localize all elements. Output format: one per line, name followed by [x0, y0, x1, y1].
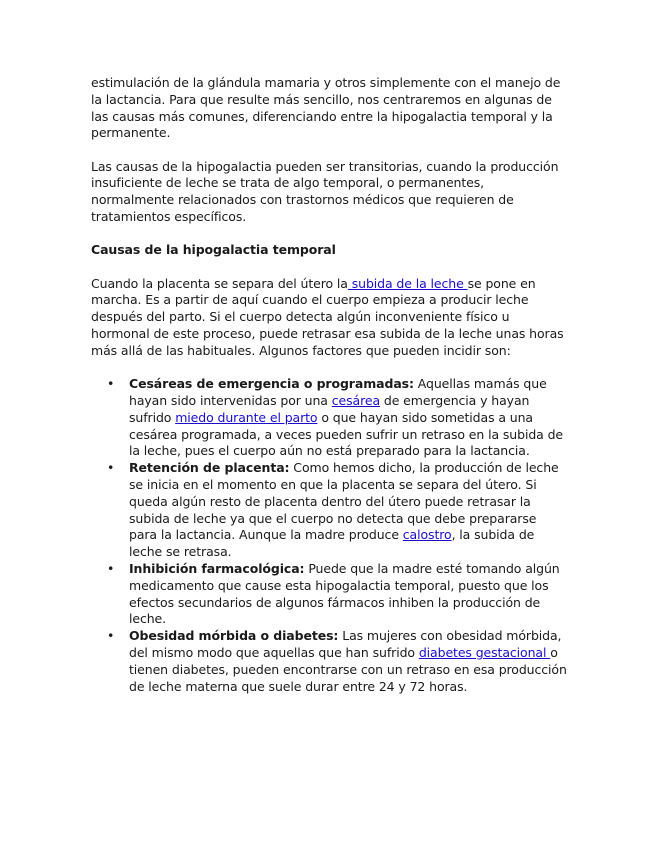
intro-paragraph-2: Las causas de la hipogalactia pueden ser transitorias, cuando la producción insuficiente de leche se trata de algo temporal, o permanentes, normalmente relacionados con trastornos médicos que requieren de tratamientos específicos.: [91, 158, 559, 225]
intro-paragraph-1: estimulación de la glándula mamaria y otros simplemente con el manejo de la lactancia. Para que resulte más sencillo, nos centraremos en algunas de las causas más comunes, diferenciando entre la hipogalactia temporal y la permanente.: [91, 75, 561, 141]
list-item: [107, 376, 567, 460]
list-item-text: , la subida de leche se retrasa.: [129, 527, 535, 560]
factors-list: [91, 376, 567, 695]
list-item-text: Como hemos dicho, la producción de leche se inicia en el momento en que la placenta se separa del útero. Si queda algún resto de placenta dentro del útero puede retrasar la subida de leche ya que el cuerpo no detecta que debe prepararse para la lactancia. Aunque la madre produce: [129, 460, 559, 543]
list-item: [107, 628, 567, 695]
list-item-title: Obesidad mórbida o diabetes:: [129, 628, 339, 644]
bullet-icon: •: [107, 376, 115, 392]
section-heading: Causas de la hipogalactia temporal: [91, 242, 336, 258]
section-text-b: se pone en marcha. Es a partir de aquí cuando el cuerpo empieza a producir leche después del parto. Si el cuerpo detecta algún inconveniente físico u hormonal de este proceso, puede retrasar esa subida de la leche unas horas más allá de las habituales. Algunos factores que pueden incidir son:: [91, 275, 564, 358]
list-item: [107, 560, 567, 628]
bullet-icon: •: [107, 628, 115, 644]
diabetes-gestacional-link[interactable]: diabetes gestacional: [418, 644, 551, 660]
list-item-text: de emergencia y hayan sufrido: [129, 392, 530, 425]
miedo-durante-el-parto-link[interactable]: miedo durante el parto: [175, 409, 318, 425]
section-text-a: Cuando la placenta se separa del útero la: [91, 275, 348, 291]
bullet-icon: •: [107, 460, 115, 476]
list-item-text: Aquellas mamás que hayan sido intervenidas por una: [129, 376, 547, 408]
list-item-title: Cesáreas de emergencia o programadas:: [129, 376, 414, 392]
list-item-text: o que hayan sido sometidas a una cesárea programada, a veces pueden sufrir un retraso en la subida de la leche, pues el cuerpo aún no está preparado para la lactancia.: [129, 409, 564, 459]
list-item-text: Las mujeres con obesidad mórbida, del mismo modo que aquellas que han sufrido: [129, 628, 562, 660]
bullet-icon: •: [107, 560, 115, 576]
list-item-text: Puede que la madre esté tomando algún medicamento que cause esta hipogalactia temporal, puesto que los efectos secundarios de algunos fármacos inhiben la producción de leche.: [129, 560, 560, 627]
cesarea-link[interactable]: cesárea: [331, 392, 381, 408]
calostro-link[interactable]: calostro: [402, 527, 452, 543]
list-item-title: Retención de placenta:: [129, 460, 290, 476]
list-item: [107, 460, 567, 561]
section-paragraph: [91, 276, 567, 360]
subida-de-la-leche-link[interactable]: subida de la leche: [347, 275, 468, 291]
list-item-title: Inhibición farmacológica:: [129, 560, 305, 576]
list-item-text: o tienen diabetes, pueden encontrarse con un retraso en esa producción de leche materna que suele durar entre 24 y 72 horas.: [129, 644, 567, 694]
